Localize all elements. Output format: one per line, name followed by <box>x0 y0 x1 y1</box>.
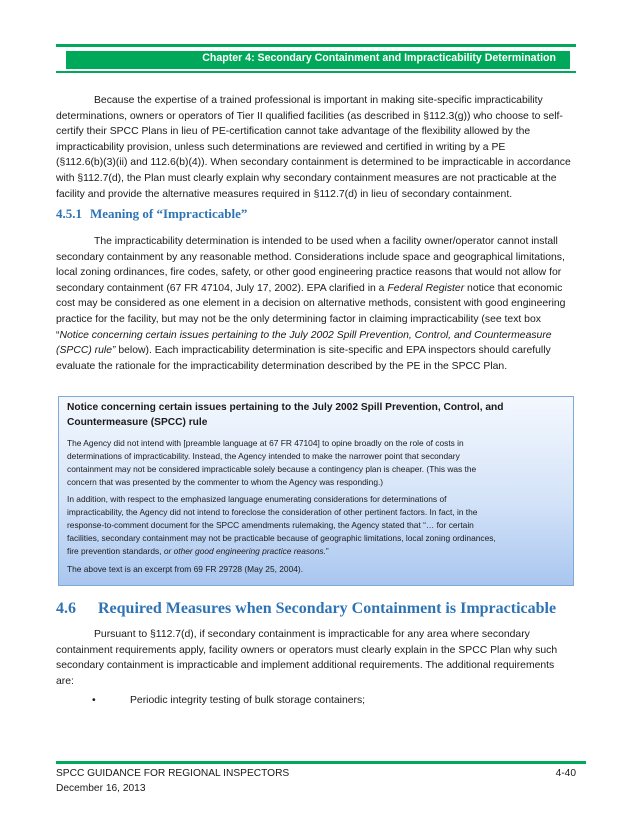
text-run: ” <box>325 546 329 556</box>
text-line: facility and provide the alternative measures required in §112.7(d) in lieu of secondary containment. <box>56 188 513 200</box>
text-line: The Agency did not intend with [preamble language at 67 FR 47104] to opine broadly on the role of costs in <box>67 438 464 448</box>
text-line <box>56 328 580 344</box>
required-measures-paragraph <box>56 627 580 689</box>
running-header <box>56 44 576 74</box>
page-number: 4-40 <box>555 768 576 779</box>
text-line: In addition, with respect to the emphasized language enumerating considerations for determinations of <box>67 494 447 504</box>
header-bottom-rule <box>56 71 576 73</box>
federal-register-italic: Federal Register <box>387 282 465 294</box>
text-line: concern that was presented by the commenter to whom the Agency was responding.) <box>67 477 384 487</box>
text-line <box>67 545 496 558</box>
text-line <box>56 343 580 359</box>
bullet-icon: • <box>92 695 96 706</box>
text-line: secondary containment is impracticable and implement additional requirements. The additional requirements <box>56 660 555 672</box>
section-heading-4-6 <box>56 600 556 618</box>
text-line: are: <box>56 675 74 687</box>
text-line: impracticability provision, unless such determinations are reviewed and certified in writing by a PE <box>56 141 506 153</box>
text-run: fire prevention standards, <box>67 546 164 556</box>
callout-title <box>67 401 503 430</box>
text-line: secondary containment by any reasonable method. Considerations include space and geographical limitations, <box>56 251 565 263</box>
section-title: Meaning of “Impracticable” <box>90 206 248 221</box>
list-item <box>92 693 365 709</box>
intro-paragraph <box>56 93 580 202</box>
footer-doc-title: SPCC GUIDANCE FOR REGIONAL INSPECTORS <box>56 768 290 779</box>
text-line: with §112.7(d), the Plan must clearly explain why secondary containment measures are not practicable at the <box>56 172 557 184</box>
source-note: The above text is an excerpt from 69 FR 29728 (May 25, 2004). <box>67 564 304 574</box>
text-run: secondary containment (67 FR 47104, July 17, 2002). EPA clarified in a <box>56 282 388 294</box>
text-line: evaluate the rationale for the impracticability determination described by the PE in the SPCC Plan. <box>56 360 508 372</box>
section-heading-4-5-1 <box>56 206 247 222</box>
footer-rule <box>56 761 586 764</box>
text-line: Because the expertise of a trained professional is important in making site-specific impracticability <box>94 95 543 106</box>
text-line: The impracticability determination is intended to be used when a facility owner/operator cannot install <box>94 236 558 247</box>
chapter-title: Chapter 4: Secondary Containment and Impracticability Determination <box>202 52 556 64</box>
text-run: below). Each impracticability determination is site-specific and EPA inspectors should carefully <box>115 345 551 357</box>
text-line <box>56 281 580 297</box>
text-line: response-to-comment document for the SPCC amendments rulemaking, the Agency stated that “… for certain <box>67 520 474 530</box>
callout-paragraph-1 <box>67 437 476 489</box>
text-line: impracticability, the Agency did not intend to foreclose the consideration of other pertinent factors. In fact, in the <box>67 507 478 517</box>
text-line: (§112.6(b)(3)(ii) and 112.6(b)(4)). When secondary containment is determined to be impracticable in accordance <box>56 157 571 169</box>
list-item-text: Periodic integrity testing of bulk storage containers; <box>130 695 366 706</box>
impracticable-paragraph <box>56 234 580 374</box>
text-run: notice that economic <box>464 282 563 294</box>
footer-date: December 16, 2013 <box>56 783 146 794</box>
text-line: containment may not be considered impracticable solely because a contingency plan is cheaper. (This was the <box>67 464 477 474</box>
text-line: Pursuant to §112.7(d), if secondary containment is impracticable for any area where secondary <box>94 629 530 640</box>
quote-italic: or other good engineering practice reasons. <box>163 546 326 556</box>
header-top-rule <box>56 44 576 47</box>
text-line: determinations, owners or operators of Tier II qualified facilities (as described in §112.3(g)) who choose to self- <box>56 110 563 122</box>
text-line: containment requirements apply, facility owners or operators must clearly explain in the SPCC Plan why such <box>56 644 558 656</box>
text-line: certify their SPCC Plans in lieu of PE-certification cannot take advantage of the flexibility allowed by the <box>56 126 531 138</box>
text-line: cost may be considered as one element in a decision on alternative methods, consistent with good engineering <box>56 298 566 310</box>
callout-source <box>67 563 303 576</box>
text-run: “ <box>56 329 60 341</box>
text-line: Countermeasure (SPCC) rule <box>67 416 208 428</box>
text-line: practice for the facility, but may not be the only determining factor in claiming impracticability (see text box <box>56 313 541 325</box>
callout-paragraph-2 <box>67 493 496 558</box>
text-line: facilities, secondary containment may not be practicable because of geographic limitations, local zoning ordinances, <box>67 533 496 543</box>
notice-text-box <box>58 396 574 586</box>
section-title: Required Measures when Secondary Containment is Impracticable <box>98 600 557 617</box>
notice-title-italic: (SPCC) rule” <box>56 345 116 357</box>
text-line: determinations of impracticability. Instead, the Agency intended to make the narrower point that secondary <box>67 451 460 461</box>
notice-title-italic: Notice concerning certain issues pertaining to the July 2002 Spill Prevention, Control, and Countermeasure <box>59 329 552 341</box>
text-line: local zoning ordinances, fire codes, safety, or other good engineering practice reasons that would not allow for <box>56 267 562 279</box>
section-number: 4.5.1 <box>56 206 82 221</box>
header-bar <box>66 51 570 69</box>
section-number: 4.6 <box>56 600 76 617</box>
text-line: Notice concerning certain issues pertaining to the July 2002 Spill Prevention, Control, and <box>67 402 504 413</box>
